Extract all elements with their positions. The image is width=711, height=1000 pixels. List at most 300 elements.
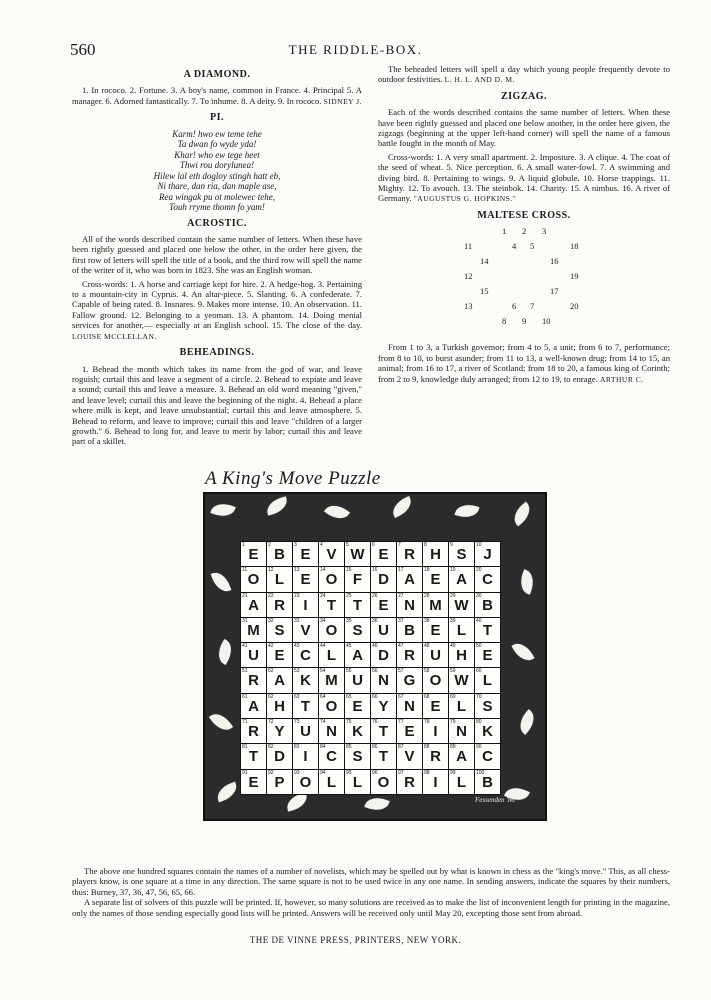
leaf-ornament bbox=[513, 708, 541, 737]
grid-cell bbox=[397, 719, 422, 743]
cross-number: 3 bbox=[542, 226, 547, 237]
acrostic-title: ACROSTIC. bbox=[187, 217, 247, 229]
cell-number: 51 bbox=[242, 668, 248, 675]
puzzle-instructions bbox=[72, 866, 670, 918]
cell-letter: D bbox=[378, 571, 389, 589]
cell-number: 83 bbox=[294, 744, 300, 751]
pi-line: Khar! who ew tege heet bbox=[174, 149, 260, 160]
cell-number: 1 bbox=[242, 542, 245, 548]
cell-letter: T bbox=[300, 697, 311, 715]
grid-cell bbox=[267, 694, 292, 718]
cell-letter: U bbox=[378, 621, 389, 639]
grid-cell bbox=[475, 593, 500, 617]
cell-letter: B bbox=[482, 596, 493, 614]
grid-cell bbox=[319, 567, 344, 591]
cell-number: 100 bbox=[476, 769, 485, 776]
grid-cell bbox=[293, 593, 318, 617]
cell-number: 88 bbox=[424, 744, 430, 751]
grid-cell bbox=[293, 719, 318, 743]
cell-number: 67 bbox=[398, 693, 404, 700]
cell-number: 72 bbox=[268, 719, 274, 726]
maltese-text: From 1 to 3, a Turkish governor; from 4 to 5, a unit; from 6 to 7, performance; from 8 to 10, to burst asunder; from 11 to 13, a well-known drug; from 14 to 15, an animal; from 16 to 17, a river of Scotland; from 18 to 20, a famous king of Corinth; from 2 to 9, knowledge duly arranged; from 12 to 19, to enrage. ARTHUR C. bbox=[378, 342, 670, 384]
grid-cell bbox=[293, 618, 318, 642]
beheadings-closing: The beheaded letters will spell a day which young people frequently devote to outdoor festivities. L. H. L. AND D. M. bbox=[378, 64, 670, 85]
beheadings-text: 1. Behead the month which takes its name from the god of war, and leave roguish; curtail this and leave a segment of a circle. 2. Behead to expiate and leave a sound; curtail this and leave a measure. 3. Behead an old word meaning "given," and leave level; curtail this and leave the beginning of the night. 4. Behead a place where milk is kept, and leave unsubstantial; curtail this and leave atmosphere. 5. Behead to reform, and leave to improve; curtail this and leave "children of a larger growth." 6. Behead to long for, and leave to merit by labor; curtail this and leave part of a skillet. bbox=[72, 363, 362, 447]
cell-letter: Y bbox=[274, 723, 285, 741]
cell-letter: U bbox=[300, 723, 311, 741]
cell-number: 27 bbox=[398, 592, 404, 599]
grid-cell bbox=[293, 744, 318, 768]
cell-letter: H bbox=[430, 546, 441, 563]
cell-letter: D bbox=[274, 748, 285, 766]
zigzag-crosswords: Cross-words: 1. A very small apartment. 2. Imposture. 3. A clique. 4. The coat of the seed of wheat. 5. Nice perception. 6. A small water-fowl. 7. A swimming and diving bird. 8. Pertaining to wings. 9. A liquid globule. 10. Horse trappings. 11. Mighty. 12. To avouch. 13. The steinbok. 14. Charity. 15. A nimbus. 16. A river of Germany. "AUGUSTUS G. HOPKINS." bbox=[378, 151, 670, 204]
cell-number: 66 bbox=[372, 693, 378, 700]
cell-letter: T bbox=[248, 748, 259, 766]
grid-cell bbox=[267, 744, 292, 768]
cell-number: 56 bbox=[372, 668, 378, 675]
cell-number: 32 bbox=[268, 617, 274, 624]
grid-cell bbox=[293, 668, 318, 692]
pi-line: Hilew lal eth dogloy stingh hatt eb, bbox=[153, 170, 281, 181]
page-number: 560 bbox=[70, 40, 96, 59]
cell-number: 20 bbox=[476, 567, 482, 574]
cell-letter: N bbox=[378, 672, 389, 690]
cell-letter: C bbox=[300, 647, 311, 665]
cell-letter: O bbox=[299, 773, 312, 791]
grid-cell bbox=[423, 668, 448, 692]
cell-letter: R bbox=[248, 672, 259, 690]
cell-letter: V bbox=[300, 621, 311, 639]
grid-cell bbox=[475, 719, 500, 743]
leaf-ornament bbox=[508, 500, 537, 528]
grid-cell bbox=[449, 567, 474, 591]
grid-cell bbox=[371, 618, 396, 642]
cell-number: 62 bbox=[268, 693, 274, 700]
cell-number: 22 bbox=[268, 592, 274, 599]
cell-number: 21 bbox=[242, 592, 248, 599]
cell-number: 10 bbox=[476, 542, 482, 548]
cell-letter: T bbox=[378, 748, 389, 766]
grid-cell bbox=[449, 744, 474, 768]
cell-letter: B bbox=[482, 773, 493, 791]
cell-letter: S bbox=[352, 748, 363, 766]
cross-number: 9 bbox=[522, 316, 527, 327]
grid-cell bbox=[397, 618, 422, 642]
grid-cell bbox=[293, 542, 318, 566]
grid-cell bbox=[449, 643, 474, 667]
cell-number: 15 bbox=[346, 567, 352, 574]
cell-number: 12 bbox=[268, 567, 274, 574]
cell-letter: E bbox=[404, 723, 415, 741]
cross-number: 1 bbox=[502, 226, 507, 237]
cell-number: 28 bbox=[424, 592, 430, 599]
grid-cell bbox=[423, 719, 448, 743]
cell-letter: A bbox=[248, 596, 259, 614]
grid-cell bbox=[267, 593, 292, 617]
cell-letter: Y bbox=[378, 697, 389, 715]
grid-cell bbox=[371, 719, 396, 743]
leaf-ornament bbox=[213, 780, 241, 803]
grid-cell bbox=[293, 694, 318, 718]
cell-letter: E bbox=[430, 571, 441, 589]
cell-number: 36 bbox=[372, 617, 378, 624]
cell-letter: E bbox=[482, 647, 493, 665]
cell-letter: U bbox=[352, 672, 363, 690]
grid-cell bbox=[345, 643, 370, 667]
grid-cell bbox=[397, 593, 422, 617]
grid-cell bbox=[319, 542, 344, 566]
cell-number: 52 bbox=[268, 668, 274, 675]
grid-cell bbox=[371, 593, 396, 617]
grid-cell bbox=[241, 668, 266, 692]
leaf-ornament bbox=[363, 792, 391, 815]
cell-number: 71 bbox=[242, 719, 248, 726]
grid-cell bbox=[241, 542, 266, 566]
cell-number: 68 bbox=[424, 693, 430, 700]
cell-letter: B bbox=[404, 621, 415, 639]
diamond-title: A DIAMOND. bbox=[183, 69, 251, 80]
maltese-signature: ARTHUR C. bbox=[599, 374, 644, 384]
letter-grid bbox=[240, 541, 501, 795]
leaf-ornament bbox=[323, 499, 352, 526]
grid-cell bbox=[371, 567, 396, 591]
grid-cell bbox=[319, 744, 344, 768]
grid-cell bbox=[241, 567, 266, 591]
cell-number: 89 bbox=[450, 744, 456, 751]
cross-number: 19 bbox=[570, 271, 579, 282]
cell-number: 50 bbox=[476, 643, 482, 650]
cell-number: 44 bbox=[320, 643, 326, 650]
cell-letter: M bbox=[429, 596, 442, 614]
pi-title: PI. bbox=[210, 112, 224, 124]
cell-number: 85 bbox=[346, 744, 352, 751]
cell-letter: R bbox=[404, 647, 415, 665]
pi-verse bbox=[72, 129, 362, 213]
leaf-ornament bbox=[515, 568, 538, 596]
cell-number: 60 bbox=[476, 668, 482, 675]
cell-number: 84 bbox=[320, 744, 326, 751]
grid-cell bbox=[319, 593, 344, 617]
cell-letter: K bbox=[352, 723, 363, 741]
grid-cell bbox=[475, 567, 500, 591]
cell-letter: T bbox=[352, 596, 363, 614]
grid-cell bbox=[345, 694, 370, 718]
cell-letter: H bbox=[456, 647, 467, 665]
grid-cell bbox=[475, 542, 500, 566]
left-column bbox=[72, 64, 362, 450]
cell-number: 33 bbox=[294, 617, 300, 624]
grid-cell bbox=[267, 719, 292, 743]
cell-number: 90 bbox=[476, 744, 482, 751]
grid-cell bbox=[267, 770, 292, 794]
cell-number: 93 bbox=[294, 769, 300, 776]
grid-cell bbox=[423, 643, 448, 667]
cell-number: 87 bbox=[398, 744, 404, 751]
cell-letter: A bbox=[456, 748, 467, 766]
cell-number: 95 bbox=[346, 769, 352, 776]
grid-cell bbox=[449, 694, 474, 718]
cell-number: 77 bbox=[398, 719, 404, 726]
cell-letter: N bbox=[326, 723, 337, 741]
grid-cell bbox=[345, 668, 370, 692]
leaf-ornament bbox=[388, 495, 417, 520]
grid-cell bbox=[397, 694, 422, 718]
cell-letter: U bbox=[248, 647, 259, 665]
grid-cell bbox=[475, 770, 500, 794]
cell-letter: C bbox=[482, 571, 493, 589]
grid-cell bbox=[319, 643, 344, 667]
grid-cell bbox=[423, 744, 448, 768]
cell-letter: L bbox=[456, 621, 467, 639]
cell-number: 5 bbox=[346, 542, 349, 548]
cell-number: 59 bbox=[450, 668, 456, 675]
cell-number: 42 bbox=[268, 643, 274, 650]
grid-cell bbox=[241, 618, 266, 642]
cross-number: 13 bbox=[464, 301, 473, 312]
grid-cell bbox=[267, 542, 292, 566]
cross-number: 5 bbox=[530, 241, 535, 252]
grid-cell bbox=[423, 770, 448, 794]
grid-cell bbox=[423, 593, 448, 617]
cell-letter: A bbox=[248, 697, 259, 715]
cell-number: 63 bbox=[294, 693, 300, 700]
cell-number: 14 bbox=[320, 567, 326, 574]
cell-letter: I bbox=[433, 773, 438, 791]
cell-letter: J bbox=[483, 546, 492, 563]
cell-number: 23 bbox=[294, 592, 300, 599]
cross-number: 7 bbox=[530, 301, 535, 312]
cell-number: 91 bbox=[242, 769, 248, 776]
grid-cell bbox=[449, 668, 474, 692]
cell-letter: T bbox=[482, 621, 493, 639]
grid-cell bbox=[345, 542, 370, 566]
cell-number: 96 bbox=[372, 769, 378, 776]
cell-letter: H bbox=[274, 697, 285, 715]
zigzag-intro: Each of the words described contains the same number of letters. When these have been rightly guessed and placed one below another, in the order here given, the zigzags (beginning at the upper left-hand corner) will spell the name of a famous battle fought in the month of May. bbox=[378, 107, 670, 149]
artist-signature: Fessenden '86 bbox=[475, 796, 515, 804]
cell-letter: T bbox=[326, 596, 337, 614]
cell-letter: B bbox=[274, 546, 285, 563]
cell-letter: C bbox=[326, 748, 337, 766]
grid-cell bbox=[241, 593, 266, 617]
instructions-paragraph: A separate list of solvers of this puzzle will be printed. If, however, so many solutions are received as to make the list of inconvenient length for printing in the magazine, only the names of those sending especially good lists will be printed. Answers will be received only until May 20, excepting those sent from abroad. bbox=[72, 897, 670, 918]
cell-number: 24 bbox=[320, 592, 326, 599]
cell-letter: E bbox=[248, 773, 259, 791]
cell-number: 19 bbox=[450, 567, 456, 574]
cell-letter: L bbox=[274, 571, 285, 589]
cell-letter: V bbox=[404, 748, 415, 766]
cell-letter: L bbox=[456, 773, 467, 791]
grid-cell bbox=[423, 618, 448, 642]
cell-number: 57 bbox=[398, 668, 404, 675]
cell-letter: L bbox=[326, 647, 337, 665]
grid-cell bbox=[371, 542, 396, 566]
pi-line: Ta dwan fo wyde yda! bbox=[177, 139, 257, 150]
cell-number: 82 bbox=[268, 744, 274, 751]
cell-letter: M bbox=[325, 672, 338, 690]
cell-number: 40 bbox=[476, 617, 482, 624]
zigzag-title: ZIGZAG. bbox=[500, 90, 547, 102]
cross-number: 17 bbox=[550, 286, 559, 297]
cell-number: 97 bbox=[398, 769, 404, 776]
cross-number: 16 bbox=[550, 256, 559, 267]
grid-cell bbox=[475, 643, 500, 667]
cell-letter: S bbox=[482, 697, 493, 715]
cell-number: 16 bbox=[372, 567, 378, 574]
pi-line: Rea wingak pu ot molewec tehe, bbox=[159, 191, 275, 202]
cross-number: 4 bbox=[512, 241, 517, 252]
cell-number: 6 bbox=[372, 542, 375, 548]
cross-number: 18 bbox=[570, 241, 579, 252]
acrostic-intro: All of the words described contain the same number of letters. When these have been rightly guessed and placed one below the other, in the order here given, the first row of letters will spell the title of a book, and the third row will spell the name of the writer of it, who was born in 1823. She was an English woman. bbox=[72, 234, 362, 276]
cell-letter: R bbox=[248, 723, 259, 741]
cross-number: 10 bbox=[542, 316, 551, 327]
grid-cell bbox=[397, 542, 422, 566]
printer-imprint: THE DE VINNE PRESS, PRINTERS, NEW YORK. bbox=[249, 935, 462, 945]
cell-number: 39 bbox=[450, 617, 456, 624]
cell-number: 29 bbox=[450, 592, 456, 599]
cell-letter: A bbox=[404, 571, 415, 589]
cell-number: 75 bbox=[346, 719, 352, 726]
cell-number: 47 bbox=[398, 643, 404, 650]
grid-cell bbox=[449, 593, 474, 617]
cell-letter: V bbox=[326, 546, 337, 563]
grid-cell bbox=[371, 770, 396, 794]
cell-letter: R bbox=[404, 773, 415, 791]
maltese-title: MALTESE CROSS. bbox=[477, 209, 571, 221]
cell-letter: E bbox=[248, 546, 259, 563]
cell-number: 65 bbox=[346, 693, 352, 700]
cell-letter: K bbox=[482, 723, 493, 741]
cell-letter: E bbox=[300, 546, 311, 563]
cell-number: 64 bbox=[320, 693, 326, 700]
grid-cell bbox=[241, 770, 266, 794]
cross-number: 2 bbox=[522, 226, 527, 237]
leaf-ornament bbox=[510, 638, 536, 667]
leaf-ornament bbox=[209, 568, 232, 596]
cross-number: 14 bbox=[480, 256, 489, 267]
zigzag-signature: "AUGUSTUS G. HOPKINS." bbox=[413, 194, 517, 204]
cell-number: 73 bbox=[294, 719, 300, 726]
cell-number: 13 bbox=[294, 567, 300, 574]
grid-cell bbox=[475, 668, 500, 692]
beheadings-signature: L. H. L. AND D. M. bbox=[444, 75, 515, 85]
right-column bbox=[378, 64, 670, 388]
cell-number: 35 bbox=[346, 617, 352, 624]
grid-cell bbox=[397, 770, 422, 794]
leaf-ornament bbox=[209, 498, 237, 521]
cell-number: 38 bbox=[424, 617, 430, 624]
cell-letter: W bbox=[350, 546, 365, 563]
grid-cell bbox=[267, 643, 292, 667]
diamond-text: 1. In rococo. 2. Fortune. 3. A boy's name, common in France. 4. Principal 5. A manager. 6. Adorned fantastically. 7. To inhume. 8. A deity. 9. In rococo. SIDNEY J. bbox=[72, 85, 362, 106]
cell-letter: E bbox=[430, 697, 441, 715]
cell-letter: T bbox=[378, 723, 389, 741]
cell-letter: R bbox=[430, 748, 441, 766]
cell-letter: K bbox=[300, 672, 311, 690]
cell-letter: S bbox=[352, 621, 363, 639]
acrostic-signature: LOUISE MCCLELLAN. bbox=[72, 331, 157, 341]
cross-number: 15 bbox=[480, 286, 489, 297]
grid-cell bbox=[371, 643, 396, 667]
cell-letter: N bbox=[404, 596, 415, 614]
grid-cell bbox=[371, 694, 396, 718]
cell-letter: E bbox=[378, 596, 389, 614]
cell-number: 41 bbox=[242, 643, 248, 650]
cell-number: 81 bbox=[242, 744, 248, 751]
grid-cell bbox=[319, 668, 344, 692]
cell-letter: A bbox=[352, 647, 363, 665]
cross-number: 6 bbox=[512, 301, 517, 312]
cell-letter: C bbox=[482, 748, 493, 766]
cell-number: 30 bbox=[476, 592, 482, 599]
cell-number: 74 bbox=[320, 719, 326, 726]
cell-number: 61 bbox=[242, 693, 248, 700]
running-head: THE RIDDLE-BOX. bbox=[288, 42, 423, 57]
puzzle-title: A King's Move Puzzle bbox=[205, 468, 381, 489]
cell-letter: M bbox=[247, 621, 260, 639]
cell-letter: E bbox=[378, 546, 389, 563]
grid-cell bbox=[449, 719, 474, 743]
cell-letter: I bbox=[433, 723, 438, 741]
grid-cell bbox=[293, 770, 318, 794]
grid-cell bbox=[241, 694, 266, 718]
grid-cell bbox=[475, 744, 500, 768]
cell-number: 55 bbox=[346, 668, 352, 675]
acrostic-crosswords: Cross-words: 1. A horse and carriage kept for hire. 2. A hedge-hog. 3. Pertaining to a mountain-city in Cyprus. 4. An altar-piece. 5. Slanting. 6. A confederate. 7. Capable of being rated. 8. Insnares. 9. Makes more intense. 10. An observation. 11. Fallow ground. 12. Belonging to a yeoman. 13. A phantom. 14. Doing menial services for another,— especially at an English school. 15. The close of the day. LOUISE MCCLELLAN. bbox=[72, 278, 362, 341]
cell-number: 2 bbox=[268, 542, 271, 548]
cell-number: 7 bbox=[398, 542, 401, 548]
cell-letter: R bbox=[274, 596, 285, 614]
grid-cell bbox=[345, 744, 370, 768]
cell-number: 53 bbox=[294, 668, 300, 675]
cross-number: 11 bbox=[464, 241, 473, 252]
cell-letter: D bbox=[378, 647, 389, 665]
grid-cell bbox=[267, 668, 292, 692]
cell-number: 4 bbox=[320, 542, 323, 548]
cell-letter: O bbox=[325, 571, 338, 589]
cell-number: 45 bbox=[346, 643, 352, 650]
leaf-ornament bbox=[263, 495, 290, 517]
cell-number: 58 bbox=[424, 668, 430, 675]
cell-letter: E bbox=[274, 647, 285, 665]
grid-cell bbox=[345, 719, 370, 743]
grid-cell bbox=[241, 643, 266, 667]
cell-number: 9 bbox=[450, 542, 453, 548]
instructions-paragraph: The above one hundred squares contain the names of a number of novelists, which may be spelled out by what is known in chess as the "king's move." This, as all chess-players know, is one square at a time in any direction. The same square is not to be used twice in any one name. In sending answers, indicate the squares by their numbers, thus: Burney, 37, 36, 47, 56, 65, 66. bbox=[72, 866, 670, 897]
cell-letter: I bbox=[303, 596, 308, 614]
grid-cell bbox=[293, 643, 318, 667]
grid-cell bbox=[293, 567, 318, 591]
leaf-ornament bbox=[208, 708, 235, 737]
cell-number: 8 bbox=[424, 542, 427, 548]
grid-cell bbox=[345, 618, 370, 642]
cell-letter: O bbox=[429, 672, 442, 690]
cell-letter: L bbox=[482, 672, 493, 690]
grid-cell bbox=[345, 593, 370, 617]
cell-number: 34 bbox=[320, 617, 326, 624]
beheadings-title: BEHEADINGS. bbox=[179, 347, 255, 359]
grid-cell bbox=[423, 542, 448, 566]
cell-letter: P bbox=[274, 773, 285, 791]
leaf-ornament bbox=[453, 500, 480, 522]
cell-number: 46 bbox=[372, 643, 378, 650]
cell-number: 37 bbox=[398, 617, 404, 624]
leaf-ornament bbox=[212, 638, 238, 667]
grid-cell bbox=[319, 694, 344, 718]
cell-letter: O bbox=[325, 697, 338, 715]
grid-cell bbox=[449, 542, 474, 566]
